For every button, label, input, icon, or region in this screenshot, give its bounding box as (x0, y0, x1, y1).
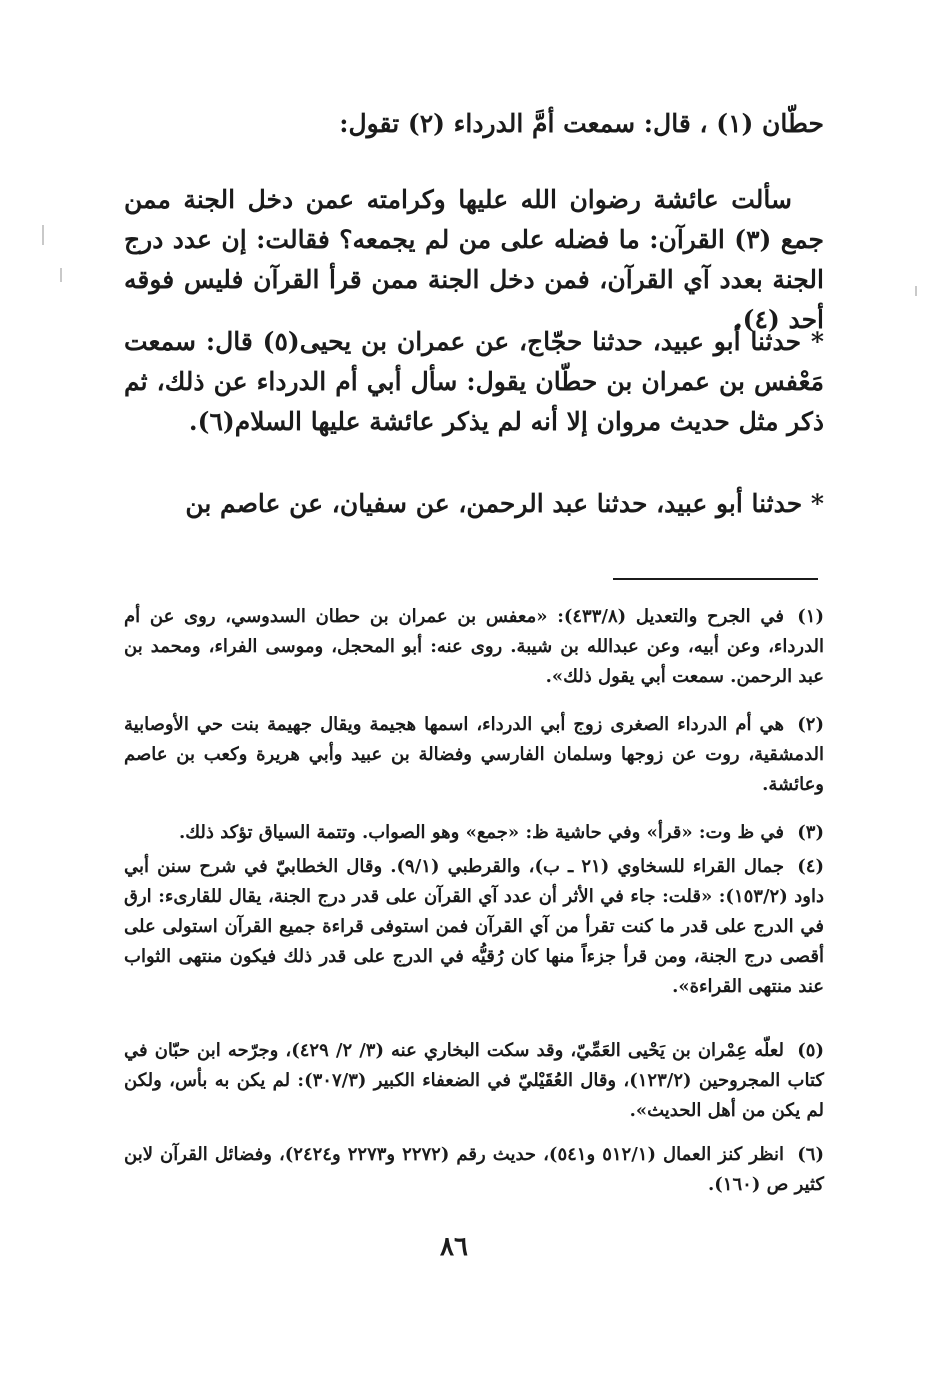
footnote-text: لعلّه عِمْران بن يَحْيى العَمِّيّ، وقد سكت البخاري عنه (٣/ ٢/ ٤٢٩)، وجرّحه ابن حبّان في كتاب المجروحين (١٢٣/٢)، وقال العُقَيْليّ في الضعفاء الكبير (٣٠٧/٣): لم يكن به بأس، ولكن لم يكن من أهل الحديث». (124, 1040, 824, 1121)
footnote-separator (613, 578, 818, 580)
footnote-text: جمال القراء للسخاوي (٢١ ـ ب)، والقرطبي (٩/١). وقال الخطابيّ في شرح سنن أبي داود (١٥٣/٢): «قلت: جاء في الأثر أن عدد آي القرآن على قدر درج الجنة، يقال للقارىء: ارق في الدرج على قدر ما كنت تقرأ من آي القرآن فمن استوفى قراءة جميع القرآن استولى على أقصى درج الجنة، ومن قرأ جزءاً منها كان رُقيُّه في الدرج على قدر ذلك فيكون منتهى الثواب عند منتهى القراءة». (124, 856, 824, 997)
footnote-text: انظر كنز العمال (٥١٢/١ و٥٤١)، حديث رقم (٢٢٧٢ و٢٢٧٣ و٢٤٢٤)، وفضائل القرآن لابن كثير ص (١٦٠). (124, 1144, 824, 1195)
footnote-number: (٤) (797, 856, 824, 877)
page-number: ٨٦ (440, 1232, 468, 1262)
footnote-number: (٦) (797, 1144, 824, 1165)
hadith-paragraph-2: * حدثنا أبو عبيد، حدثنا حجّاج، عن عمران بن يحيى(٥) قال: سمعت مَعْفس بن عمران بن حطّان يقول: سأل أبي أم الدرداء عن ذلك، ثم ذكر مثل حديث مروان إلا أنه لم يذكر عائشة عليها السلام(٦). (124, 327, 824, 436)
footnote-number: (١) (797, 606, 824, 627)
footnote-1 (124, 602, 824, 692)
footnote-3 (124, 818, 824, 848)
scan-mark (42, 225, 44, 245)
footnote-text: في الجرح والتعديل (٤٣٣/٨): «معفس بن عمران بن حطان السدوسي، روى عن أم الدرداء، وعن أبيه، وعن عبدالله بن شيبة. روى عنه: أبو المحجل، وموسى الفراء، ومحمد بن عبد الرحمن. سمعت أبي يقول ذلك». (124, 606, 824, 687)
scan-mark (915, 286, 917, 296)
quote-paragraph: سألت عائشة رضوان الله عليها وكرامته عمن دخل الجنة ممن جمع (٣) القرآن: ما فضله على من لم يجمعه؟ فقالت: إن عدد درج الجنة بعدد آي القرآن، فمن دخل الجنة ممن قرأ القرآن فليس فوقه أحد (٤). (124, 185, 825, 334)
footnote-4 (124, 852, 824, 1002)
footnote-6 (124, 1140, 824, 1200)
footnote-number: (٥) (797, 1040, 824, 1061)
intro-line: حطّان (١) ، قال: سمعت أمَّ الدرداء (٢) تقول: (339, 109, 824, 138)
hadith-paragraph-3: * حدثنا أبو عبيد، حدثنا عبد الرحمن، عن سفيان، عن عاصم بن (185, 489, 824, 518)
footnote-text: في ظ وت: «قرأ» وفي حاشية ظ: «جمع» وهو الصواب. وتتمة السياق تؤكد ذلك. (179, 822, 784, 843)
footnote-text: هي أم الدرداء الصغرى زوج أبي الدرداء، اسمها هجيمة ويقال جهيمة بنت حي الأوصابية الدمشقية، روت عن زوجها وسلمان الفارسي وفضالة بن عبيد وأبي هريرة وكعب بن عاصم وعائشة. (124, 714, 824, 795)
footnote-number: (٢) (797, 714, 824, 735)
footnote-number: (٣) (797, 822, 824, 843)
scan-mark (60, 268, 62, 282)
footnote-2 (124, 710, 824, 800)
footnote-5 (124, 1036, 824, 1126)
